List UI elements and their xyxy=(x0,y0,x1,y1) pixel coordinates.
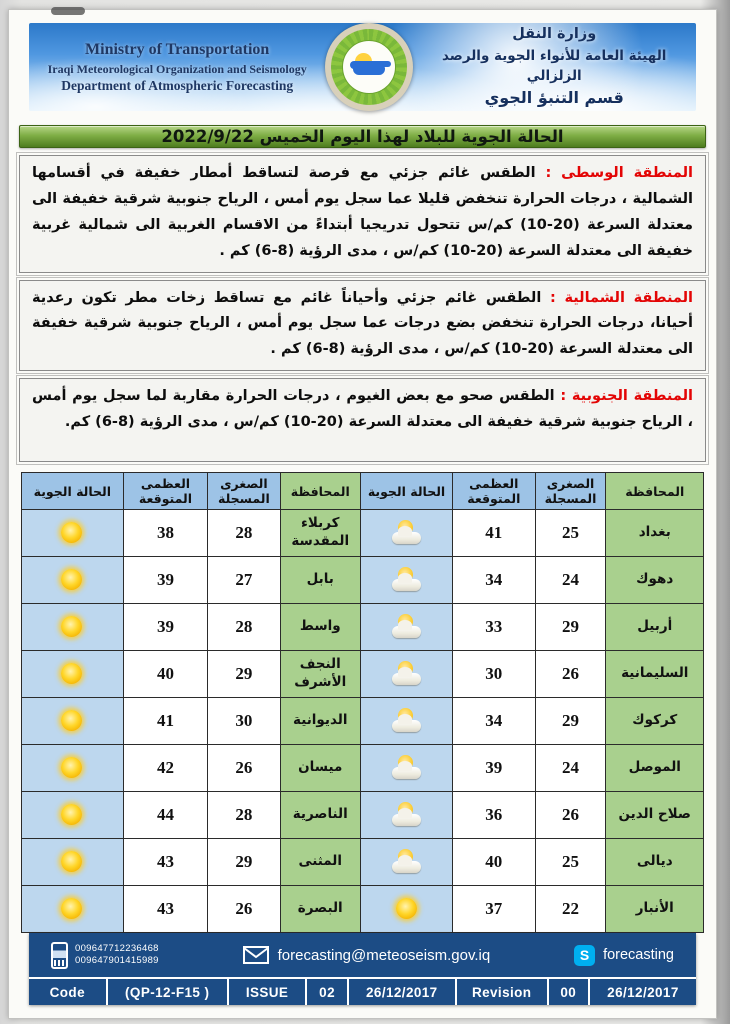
sun-icon xyxy=(389,895,425,923)
organization-seal-logo xyxy=(325,23,413,111)
partly-cloudy-icon xyxy=(389,848,425,876)
governorate-cell: دهوك xyxy=(606,557,704,604)
partly-cloudy-icon xyxy=(389,613,425,641)
phone-number-1: 009647712236468 xyxy=(75,942,159,954)
max-temp-cell: 43 xyxy=(123,886,208,933)
weather-state-cell xyxy=(360,886,452,933)
governorate-cell: واسط xyxy=(280,604,360,651)
weather-state-cell xyxy=(22,557,124,604)
skype-contact xyxy=(574,945,674,966)
max-temp-cell: 42 xyxy=(123,745,208,792)
organization-name-ar: الهيئة العامة للأنواء الجوية والرصد الزلزالي xyxy=(442,47,667,84)
header-state-left: الحالة الجوية xyxy=(22,473,124,510)
central-region-forecast xyxy=(19,155,706,272)
sun-icon xyxy=(54,801,90,829)
min-temp-cell: 26 xyxy=(208,745,280,792)
skype-icon: S xyxy=(574,945,595,966)
issue-label: ISSUE xyxy=(227,979,306,1005)
weather-state-cell xyxy=(22,698,124,745)
min-temp-cell: 26 xyxy=(535,792,606,839)
header-max-right: العظمى المتوقعة xyxy=(453,473,536,510)
max-temp-cell: 39 xyxy=(123,604,208,651)
table-row xyxy=(22,604,704,651)
max-temp-cell: 39 xyxy=(123,557,208,604)
min-temp-cell: 28 xyxy=(208,604,280,651)
governorate-cell: كركوك xyxy=(606,698,704,745)
min-temp-cell: 29 xyxy=(535,698,606,745)
issue-date: 26/12/2017 xyxy=(347,979,455,1005)
governorate-cell: الناصرية xyxy=(280,792,360,839)
weather-state-cell xyxy=(22,745,124,792)
max-temp-cell: 39 xyxy=(453,745,536,792)
partly-cloudy-icon xyxy=(389,801,425,829)
weather-state-cell xyxy=(360,792,452,839)
sun-icon xyxy=(54,566,90,594)
table-header-row xyxy=(22,473,704,510)
logo-cloud-icon xyxy=(353,63,385,75)
max-temp-cell: 33 xyxy=(453,604,536,651)
ministry-name-ar: وزارة النقل xyxy=(512,25,597,42)
min-temp-cell: 26 xyxy=(535,651,606,698)
governorate-cell: كربلاء المقدسة xyxy=(280,510,360,557)
min-temp-cell: 29 xyxy=(208,651,280,698)
weather-state-cell xyxy=(360,698,452,745)
governorate-cell: ديالى xyxy=(606,839,704,886)
governorate-cell: الديوانية xyxy=(280,698,360,745)
table-row xyxy=(22,698,704,745)
issue-number: 02 xyxy=(305,979,346,1005)
southern-region-text: الطقس صحو مع بعض الغيوم ، درجات الحرارة مقاربة لما سجل يوم أمس ، الرياح جنوبية شرقية خفيفة الى معتدلة السرعة (20-10) كم/س ، مدى الرؤية (8-6) كم. xyxy=(32,388,693,430)
table-row xyxy=(22,651,704,698)
header-governorate-left: المحافظة xyxy=(280,473,360,510)
weather-state-cell xyxy=(22,604,124,651)
governorate-cell: الأنبار xyxy=(606,886,704,933)
ministry-arabic-block xyxy=(426,24,682,110)
table-row xyxy=(22,745,704,792)
max-temp-cell: 40 xyxy=(453,839,536,886)
organization-name-en: Iraqi Meteorological Organization and Seismology xyxy=(47,61,307,76)
max-temp-cell: 37 xyxy=(453,886,536,933)
central-region-label: المنطقة الوسطى : xyxy=(545,165,693,182)
max-temp-cell: 41 xyxy=(453,510,536,557)
max-temp-cell: 38 xyxy=(123,510,208,557)
weather-state-cell xyxy=(22,510,124,557)
department-name-ar: قسم التنبؤ الجوي xyxy=(484,88,624,108)
header-min-right: الصغرى المسجلة xyxy=(535,473,606,510)
max-temp-cell: 30 xyxy=(453,651,536,698)
min-temp-cell: 22 xyxy=(535,886,606,933)
weather-state-cell xyxy=(360,651,452,698)
central-region-text: الطقس غائم جزئي مع فرصة لتساقط أمطار خفيفة في أقسامها الشمالية ، درجات الحرارة تنخفض قليلا عما سجل يوم أمس ، الرياح جنوبية شرقية خفيفة الى معتدلة السرعة (20-10) كم/س تتحول تدريجيا أبتداءً من الاقسام الغربية الى شمالية غربية خفيفة الى معتدلة السرعة (20-10) كم/س ، مدى الرؤية (8-6) كم . xyxy=(32,165,694,259)
max-temp-cell: 40 xyxy=(123,651,208,698)
governorate-cell: بغداد xyxy=(606,510,704,557)
min-temp-cell: 30 xyxy=(208,698,280,745)
max-temp-cell: 41 xyxy=(123,698,208,745)
governorate-cell: الموصل xyxy=(606,745,704,792)
weather-state-cell xyxy=(360,557,452,604)
sun-icon xyxy=(54,895,90,923)
partly-cloudy-icon xyxy=(389,566,425,594)
envelope-icon xyxy=(243,946,269,964)
governorate-cell: أربيل xyxy=(606,604,704,651)
ministry-english-block xyxy=(43,39,311,95)
governorate-cell: السليمانية xyxy=(606,651,704,698)
table-row xyxy=(22,510,704,557)
southern-region-label: المنطقة الجنوبية : xyxy=(560,388,693,404)
code-label: Code xyxy=(49,984,85,1000)
email-address: forecasting@meteoseism.gov.iq xyxy=(277,946,491,964)
min-temp-cell: 28 xyxy=(208,510,280,557)
weather-state-cell xyxy=(22,651,124,698)
min-temp-cell: 26 xyxy=(208,886,280,933)
sun-icon xyxy=(54,613,90,641)
table-row xyxy=(22,792,704,839)
header-banner xyxy=(29,23,696,111)
weather-state-cell xyxy=(22,839,124,886)
max-temp-cell: 34 xyxy=(453,698,536,745)
ministry-name-en: Ministry of Transportation xyxy=(85,41,270,58)
report-title-bar: الحالة الجوية للبلاد لهذا اليوم الخميس 2022/9/22 xyxy=(19,125,706,148)
governorate-cell: النجف الأشرف xyxy=(280,651,360,698)
mobile-phone-icon xyxy=(51,942,68,969)
scan-artifact xyxy=(51,7,85,15)
table-row xyxy=(22,886,704,933)
governorate-cell: صلاح الدين xyxy=(606,792,704,839)
phone-contact xyxy=(51,942,159,969)
sun-icon xyxy=(54,848,90,876)
min-temp-cell: 24 xyxy=(535,745,606,792)
header-max-left: العظمى المتوقعة xyxy=(123,473,208,510)
department-name-en: Department of Atmospheric Forecasting xyxy=(61,77,294,93)
max-temp-cell: 43 xyxy=(123,839,208,886)
min-temp-cell: 24 xyxy=(535,557,606,604)
max-temp-cell: 36 xyxy=(453,792,536,839)
weather-state-cell xyxy=(22,886,124,933)
weather-state-cell xyxy=(22,792,124,839)
max-temp-cell: 44 xyxy=(123,792,208,839)
header-min-left: الصغرى المسجلة xyxy=(208,473,280,510)
sun-icon xyxy=(54,519,90,547)
sun-icon xyxy=(54,754,90,782)
partly-cloudy-icon xyxy=(389,707,425,735)
contact-row xyxy=(29,933,696,977)
table-row xyxy=(22,839,704,886)
weather-state-cell xyxy=(360,839,452,886)
weather-state-cell xyxy=(360,604,452,651)
min-temp-cell: 27 xyxy=(208,557,280,604)
northern-region-forecast xyxy=(19,280,706,371)
governorate-cell: بابل xyxy=(280,557,360,604)
phone-numbers xyxy=(75,943,159,968)
header-state-right: الحالة الجوية xyxy=(360,473,452,510)
min-temp-cell: 29 xyxy=(535,604,606,651)
max-temp-cell: 34 xyxy=(453,557,536,604)
min-temp-cell: 25 xyxy=(535,510,606,557)
min-temp-cell: 28 xyxy=(208,792,280,839)
weather-state-cell xyxy=(360,510,452,557)
header-governorate-right: المحافظة xyxy=(606,473,704,510)
revision-label: Revision xyxy=(455,979,547,1005)
governorate-cell: البصرة xyxy=(280,886,360,933)
contact-footer xyxy=(29,933,696,1005)
northern-region-text: الطقس غائم جزئي وأحياناً غائم مع تساقط زخات مطر تكون رعدية أحيانا، درجات الحرارة تنخفض بضع درجات عما سجل يوم أمس ، الرياح جنوبية شرقية خفيفة الى معتدلة السرعة (20-10) كم/س ، مدى الرؤية (8-6) كم . xyxy=(32,289,693,358)
northern-region-label: المنطقة الشمالية : xyxy=(549,289,693,306)
document-code-row xyxy=(29,977,696,1005)
email-contact xyxy=(243,946,491,964)
governorate-cell: ميسان xyxy=(280,745,360,792)
table-row xyxy=(22,557,704,604)
code-value: (QP-12-F15 ) xyxy=(106,979,227,1005)
min-temp-cell: 25 xyxy=(535,839,606,886)
governorate-cell: المثنى xyxy=(280,839,360,886)
partly-cloudy-icon xyxy=(389,754,425,782)
document-sheet xyxy=(8,9,717,1019)
revision-date: 26/12/2017 xyxy=(588,979,696,1005)
min-temp-cell: 29 xyxy=(208,839,280,886)
partly-cloudy-icon xyxy=(389,519,425,547)
weather-state-cell xyxy=(360,745,452,792)
southern-region-forecast xyxy=(19,378,706,462)
phone-number-2: 009647901415989 xyxy=(75,955,159,966)
revision-number: 00 xyxy=(547,979,588,1005)
sun-icon xyxy=(54,660,90,688)
partly-cloudy-icon xyxy=(389,660,425,688)
skype-handle: forecasting xyxy=(603,947,674,963)
governorate-weather-table xyxy=(21,472,704,933)
sun-icon xyxy=(54,707,90,735)
